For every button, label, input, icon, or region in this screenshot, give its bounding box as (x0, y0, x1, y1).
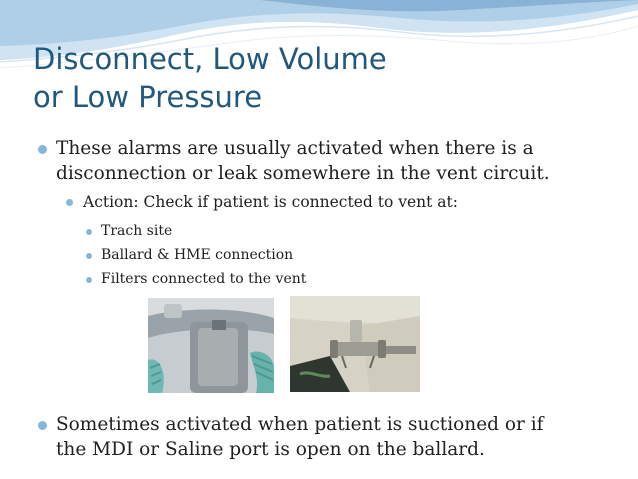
bullet-sometimes-activated (56, 412, 626, 462)
bullet-marker (86, 277, 92, 283)
bullet-marker (66, 199, 73, 206)
bullet-marker (86, 253, 92, 259)
photo-vent-tubing (148, 298, 274, 393)
bullet-line: the MDI or Saline port is open on the ballard. (56, 439, 485, 460)
bullet-action: Action: Check if patient is connected to vent at: (83, 193, 458, 211)
bullet-line: These alarms are usually activated when there is a (56, 138, 534, 159)
bullet-marker (38, 421, 47, 430)
sub-item-ballard-hme: Ballard & HME connection (101, 247, 294, 263)
title-line-1: Disconnect, Low Volume (33, 42, 387, 76)
sub-item-filters: Filters connected to the vent (101, 271, 307, 287)
bullet-marker (86, 229, 92, 235)
title-line-2: or Low Pressure (33, 80, 263, 114)
bullet-line: disconnection or leak somewhere in the vent circuit. (56, 163, 550, 184)
bullet-alarms-activated (56, 136, 616, 186)
sub-item-trach-site: Trach site (101, 223, 173, 239)
slide-title (33, 40, 623, 116)
bullet-marker (38, 145, 47, 154)
photo-filter-connection (290, 296, 420, 392)
bullet-line: Sometimes activated when patient is suctioned or if (56, 414, 544, 435)
